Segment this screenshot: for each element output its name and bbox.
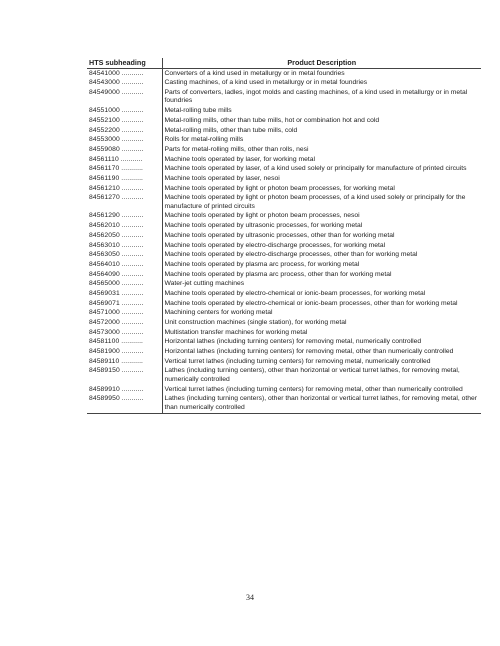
- table-body: [87, 69, 481, 414]
- hts-code-cell: 84561190 ...........: [87, 174, 162, 184]
- table-row: [87, 184, 481, 194]
- hts-code-cell: 84572000 ...........: [87, 318, 162, 328]
- header-hts-subheading: HTS subheading: [87, 58, 162, 69]
- hts-code-cell: 84571000 ...........: [87, 309, 162, 319]
- table-row: [87, 338, 481, 348]
- table-row: [87, 221, 481, 231]
- table-row: [87, 126, 481, 136]
- table-row: [87, 136, 481, 146]
- hts-code-cell: 84543000 ...........: [87, 79, 162, 89]
- hts-code-cell: 84562050 ...........: [87, 231, 162, 241]
- table-row: [87, 318, 481, 328]
- product-description-cell: Machine tools operated by light or photon beam processes, for working metal: [164, 184, 395, 192]
- product-description-cell: Metal-rolling tube mills: [164, 107, 232, 115]
- product-description-cell: Vertical turret lathes (including turning centers) for removing metal, numerically controlled: [164, 357, 431, 365]
- hts-code-cell: 84559080 ...........: [87, 145, 162, 155]
- product-description-cell: Machine tools operated by light or photon beam processes, nesoi: [164, 212, 360, 220]
- table-row: [87, 357, 481, 367]
- product-description-cell: Vertical turret lathes (including turning centers) for removing metal, other than numerically controlled: [164, 385, 463, 393]
- table-row: [87, 385, 481, 395]
- table-row: [87, 231, 481, 241]
- product-description-cell: Multistation transfer machines for working metal: [164, 328, 308, 336]
- table-row: [87, 155, 481, 165]
- hts-code-cell: 84573000 ...........: [87, 328, 162, 338]
- product-description-cell: Machine tools operated by plasma arc process, for working metal: [164, 260, 360, 268]
- product-description-cell: Rolls for metal-rolling mills: [164, 136, 244, 144]
- product-description-cell: Metal-rolling mills, other than tube mills, cold: [164, 126, 298, 134]
- product-description-cell: Machine tools operated by ultrasonic processes, other than for working metal: [164, 231, 395, 239]
- product-description-cell: Horizontal lathes (including turning centers) for removing metal, other than numerically controlled: [164, 348, 454, 356]
- hts-code-cell: 84589150 ...........: [87, 367, 162, 385]
- hts-code-cell: 84549000 ...........: [87, 88, 162, 106]
- table-row: [87, 347, 481, 357]
- product-description-cell: Converters of a kind used in metallurgy or in metal foundries: [164, 69, 345, 77]
- hts-code-cell: 84561290 ...........: [87, 212, 162, 222]
- table-row: [87, 251, 481, 261]
- product-description-cell: Casting machines, of a kind used in metallurgy or in metal foundries: [164, 79, 368, 87]
- table-row: [87, 79, 481, 89]
- product-description-cell: Parts for metal-rolling mills, other than rolls, nesi: [164, 145, 309, 153]
- table-row: [87, 212, 481, 222]
- table-row: [87, 145, 481, 155]
- table-row: [87, 309, 481, 319]
- product-description-cell: Machine tools operated by electro-chemical or ionic-beam processes, other than for working metal: [164, 299, 458, 307]
- hts-code-cell: 84589110 ...........: [87, 357, 162, 367]
- product-description-cell: Machine tools operated by ultrasonic processes, for working metal: [164, 222, 363, 230]
- table-row: [87, 106, 481, 116]
- table-row: [87, 260, 481, 270]
- table-row: [87, 165, 481, 175]
- product-description-cell: Machine tools operated by laser, nesoi: [164, 174, 280, 182]
- product-description-cell: Machine tools operated by electro-discharge processes, other than for working metal: [164, 251, 418, 259]
- hts-code-cell: 84581100 ...........: [87, 338, 162, 348]
- hts-code-cell: 84564010 ...........: [87, 260, 162, 270]
- hts-code-cell: 84589910 ...........: [87, 385, 162, 395]
- product-description-cell: Lathes (including turning centers), other than horizontal or vertical turret lathes, for removing metal, numerically controlled: [164, 367, 460, 383]
- table-row: [87, 194, 481, 212]
- table-row: [87, 299, 481, 309]
- hts-code-cell: 84565000 ...........: [87, 280, 162, 290]
- product-description-cell: Machine tools operated by light or photon beam processes, of a kind used solely or principally for the manufacture of printed circuits: [164, 194, 466, 210]
- product-description-cell: Parts of converters, ladles, ingot molds and casting machines, of a kind used in metallurgy or in metal foundries: [164, 89, 468, 105]
- table-row: [87, 88, 481, 106]
- table-header-row: [87, 58, 481, 69]
- product-description-cell: Machining centers for working metal: [164, 309, 273, 317]
- table-row: [87, 270, 481, 280]
- product-description-cell: Water-jet cutting machines: [164, 280, 245, 288]
- hts-code-cell: 84541000 ...........: [87, 69, 162, 79]
- table-row: [87, 69, 481, 79]
- table-row: [87, 289, 481, 299]
- hts-code-cell: 84569071 ...........: [87, 299, 162, 309]
- header-product-description: Product Description: [162, 58, 481, 69]
- hts-code-cell: 84561110 ...........: [87, 155, 162, 165]
- product-description-cell: Lathes (including turning centers), other than horizontal or vertical turret lathes, for removing metal, other than numerically controlled: [162, 395, 481, 414]
- table-row: [87, 367, 481, 385]
- product-description-cell: Machine tools operated by laser, for working metal: [164, 155, 315, 163]
- hts-code-cell: 84564090 ...........: [87, 270, 162, 280]
- table-row: [87, 116, 481, 126]
- table-row: [87, 174, 481, 184]
- hts-code-cell: 84563010 ...........: [87, 241, 162, 251]
- hts-code-cell: 84569031 ...........: [87, 289, 162, 299]
- hts-code-cell: 84552100 ...........: [87, 116, 162, 126]
- table-row: [87, 280, 481, 290]
- hts-code-cell: 84552200 ...........: [87, 126, 162, 136]
- product-description-cell: Machine tools operated by electro-chemical or ionic-beam processes, for working metal: [164, 289, 426, 297]
- product-description-cell: Unit construction machines (single station), for working metal: [164, 319, 347, 326]
- product-description-cell: Horizontal lathes (including turning centers) for removing metal, numerically controlled: [164, 338, 422, 346]
- table-row: [87, 328, 481, 338]
- hts-code-cell: 84563050 ...........: [87, 251, 162, 261]
- product-description-cell: Machine tools operated by plasma arc process, other than for working metal: [164, 270, 392, 278]
- hts-table: [87, 58, 481, 414]
- hts-code-cell: 84551000 ...........: [87, 106, 162, 116]
- hts-code-cell: 84581900 ...........: [87, 347, 162, 357]
- table-row: [87, 241, 481, 251]
- product-description-cell: Machine tools operated by electro-discharge processes, for working metal: [164, 241, 386, 249]
- hts-code-cell: 84561210 ...........: [87, 184, 162, 194]
- hts-code-cell: 84562010 ...........: [87, 221, 162, 231]
- page-number: 34: [246, 593, 254, 602]
- product-description-cell: Machine tools operated by laser, of a kind used solely or principally for manufacture of printed circuits: [164, 165, 467, 173]
- hts-code-cell: 84561170 ...........: [87, 165, 162, 175]
- hts-code-cell: 84589950 ...........: [87, 395, 162, 414]
- product-description-cell: Metal-rolling mills, other than tube mills, hot or combination hot and cold: [164, 116, 380, 124]
- hts-code-cell: 84553000 ...........: [87, 136, 162, 146]
- table-row: [87, 395, 481, 414]
- hts-code-cell: 84561270 ...........: [87, 194, 162, 212]
